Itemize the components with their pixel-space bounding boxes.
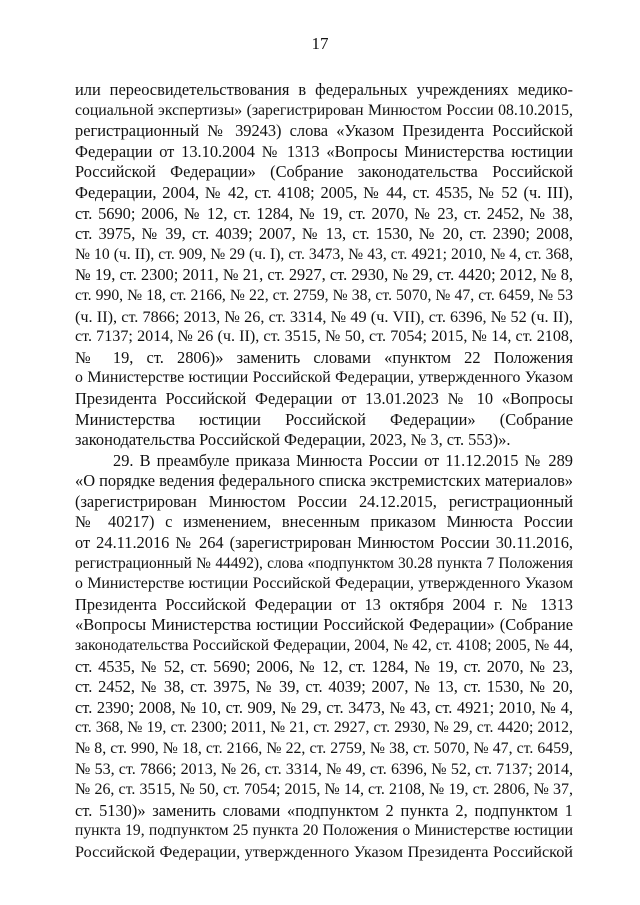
- text-line: социальной экспертизы» (зарегистрирован Минюстом России 08.10.2015,: [75, 101, 573, 119]
- text-line: о Министерстве юстиции Российской Федерации, утвержденного Указом: [75, 369, 573, 387]
- text-line: ст. 2390; 2008, № 10, ст. 909, № 29, ст. 3473, № 43, ст. 4921; 2010, № 4,: [75, 697, 573, 717]
- text-line: «Вопросы Министерства юстиции Российской Федерации» (Собрание: [75, 615, 573, 635]
- text-line: Министерства юстиции Российской Федерации» (Собрание: [75, 409, 573, 429]
- text-line: законодательства Российской Федерации, 2023, № 3, ст. 553)».: [75, 430, 511, 450]
- text-line: «О порядке ведения федерального списка экстремистских материалов»: [75, 471, 573, 491]
- text-line: № 53, ст. 7866; 2013, № 26, ст. 3314, № 49, ст. 6396, № 52, ст. 7137; 2014,: [75, 760, 573, 778]
- text-line: № 10 (ч. II), ст. 909, № 29 (ч. I), ст. 3473, № 43, ст. 4921; 2010, № 4, ст. 368,: [75, 245, 573, 263]
- text-line: ст. 5690; 2006, № 12, ст. 1284, № 19, ст. 2070, № 23, ст. 2452, № 38,: [75, 203, 573, 223]
- text-line: от 24.11.2016 № 264 (зарегистрирован Минюстом России 30.11.2016,: [75, 533, 573, 553]
- text-line: № 40217) с изменением, внесенным приказом Минюста России: [75, 512, 573, 532]
- text-line: ст. 990, № 18, ст. 2166, № 22, ст. 2759, № 38, ст. 5070, № 47, ст. 6459, № 53: [75, 286, 573, 304]
- text-line: регистрационный № 39243) слова «Указом Президента Российской: [75, 121, 573, 141]
- text-line: законодательства Российской Федерации, 2004, № 42, ст. 4108; 2005, № 44,: [75, 637, 573, 655]
- text-line: № 19, ст. 2806)» заменить словами «пунктом 22 Положения: [75, 347, 573, 367]
- text-line: Федерации, 2004, № 42, ст. 4108; 2005, № 44, ст. 4535, № 52 (ч. III),: [75, 182, 573, 202]
- text-line: ст. 2452, № 38, ст. 3975, № 39, ст. 4039; 2007, № 13, ст. 1530, № 20,: [75, 677, 573, 697]
- text-line: ст. 5130)» заменить словами «подпунктом 2 пункта 2, подпунктом 1: [75, 800, 573, 820]
- paragraph-item-29: [75, 451, 573, 863]
- text-line: ст. 7137; 2014, № 26 (ч. II), ст. 3515, № 50, ст. 7054; 2015, № 14, ст. 2108,: [75, 328, 573, 346]
- document-body: [75, 80, 573, 863]
- text-line: № 26, ст. 3515, № 50, ст. 7054; 2015, № 14, ст. 2108, № 19, ст. 2806, № 37,: [75, 781, 573, 799]
- page-number: 17: [311, 34, 329, 53]
- text-line: № 8, ст. 990, № 18, ст. 2166, № 22, ст. 2759, № 38, ст. 5070, № 47, ст. 6459,: [75, 740, 573, 757]
- text-line: Президента Российской Федерации от 13.01.2023 № 10 «Вопросы: [75, 388, 573, 408]
- text-line: о Министерстве юстиции Российской Федерации, утвержденного Указом: [75, 575, 573, 593]
- paragraph-amendment-28-continued: [75, 80, 573, 451]
- text-line: ст. 368, № 19, ст. 2300; 2011, № 21, ст. 2927, ст. 2930, № 29, ст. 4420; 2012,: [75, 719, 573, 737]
- text-line: (зарегистрирован Минюстом России 24.12.2015, регистрационный: [75, 491, 573, 511]
- text-line: 29. В преамбуле приказа Минюста России от 11.12.2015 № 289: [113, 450, 573, 470]
- text-line: пункта 19, подпунктом 25 пункта 20 Положения о Министерстве юстиции: [75, 822, 573, 840]
- text-line: Федерации от 13.10.2004 № 1313 «Вопросы Министерства юстиции: [75, 141, 573, 161]
- text-line: № 19, ст. 2300; 2011, № 21, ст. 2927, ст. 2930, № 29, ст. 4420; 2012, № 8,: [75, 265, 573, 285]
- text-line: (ч. II), ст. 7866; 2013, № 26, ст. 3314, № 49 (ч. VII), ст. 6396, № 52 (ч. II),: [75, 307, 573, 326]
- text-line: или переосвидетельствования в федеральных учреждениях медико-: [75, 80, 573, 99]
- text-line: Российской Федерации, утвержденного Указом Президента Российской: [75, 842, 573, 861]
- text-line: ст. 3975, № 39, ст. 4039; 2007, № 13, ст. 1530, № 20, ст. 2390; 2008,: [75, 224, 573, 244]
- text-line: Президента Российской Федерации от 13 октября 2004 г. № 1313: [75, 594, 573, 614]
- text-line: Российской Федерации» (Собрание законодательства Российской: [75, 162, 573, 182]
- text-line: регистрационный № 44492), слова «подпунктом 30.28 пункта 7 Положения: [75, 554, 573, 572]
- text-line: ст. 4535, № 52, ст. 5690; 2006, № 12, ст. 1284, № 19, ст. 2070, № 23,: [75, 656, 573, 676]
